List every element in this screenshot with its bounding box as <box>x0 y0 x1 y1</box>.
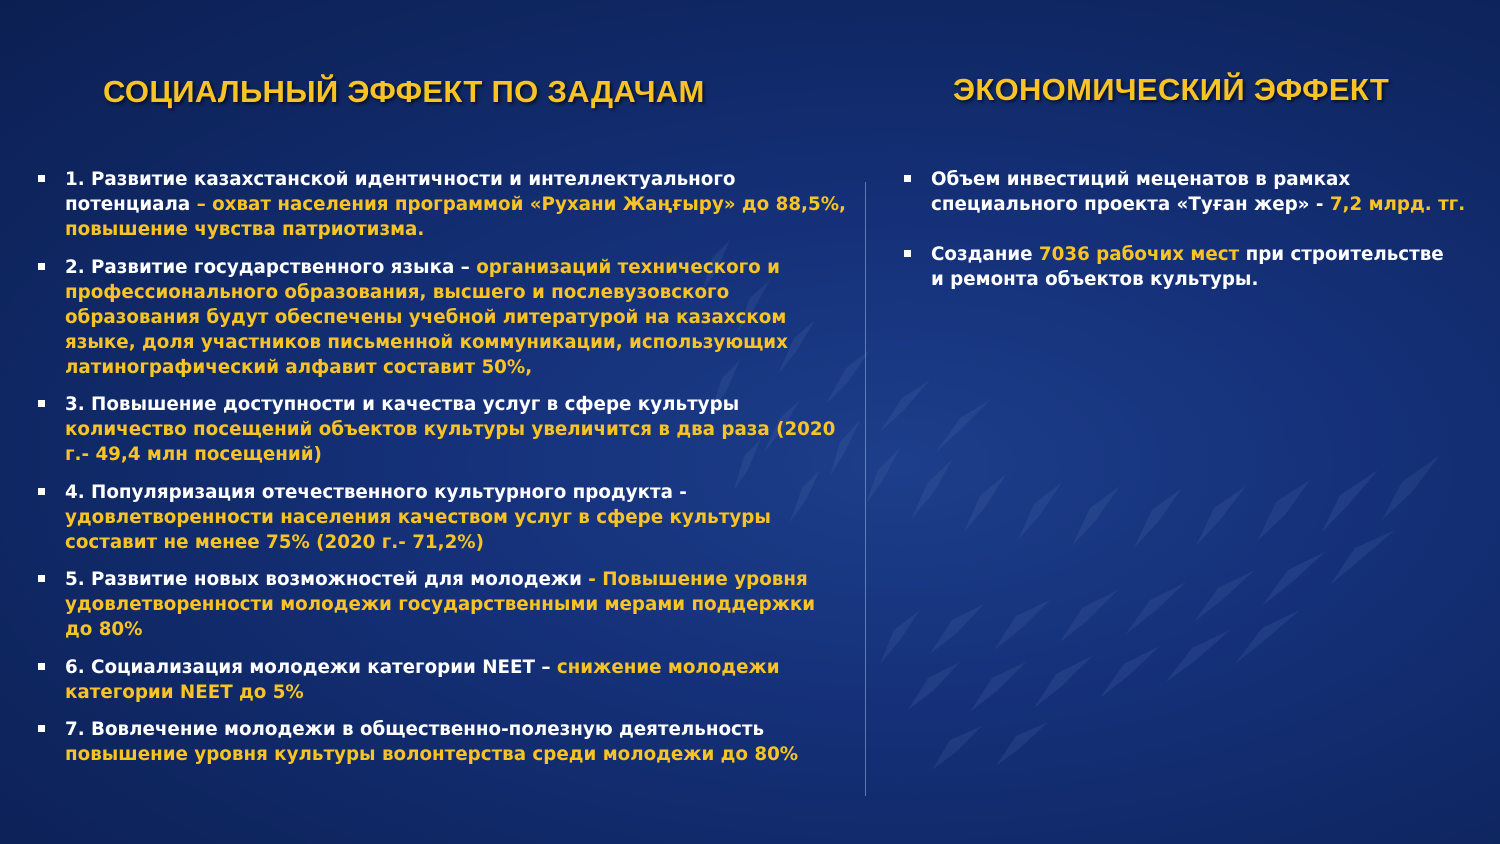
bullet-icon <box>38 575 45 582</box>
bullet-icon <box>38 663 45 670</box>
item-2-line-1-result: организаций технического и <box>476 256 780 278</box>
item-2-line-1-task: 2. Развитие государственного языка – <box>65 256 477 278</box>
bullet-icon <box>904 250 911 257</box>
economic-effect-list <box>904 167 1484 317</box>
column-divider <box>865 182 866 796</box>
item-5-line-1-result: - Повышение уровня <box>588 569 808 590</box>
economic-item-1 <box>904 167 1484 217</box>
item-3-line-3: г.- 49,4 млн посещений) <box>65 444 322 465</box>
item-1-line-2-task: потенциала <box>65 194 191 215</box>
social-item-2 <box>38 255 848 380</box>
econ-2-line-1-tail: при строительстве <box>1239 244 1444 265</box>
social-effect-list <box>38 167 848 780</box>
social-item-5 <box>38 567 848 642</box>
item-2-line-4: языке, доля участников письменной коммуникации, использующих <box>65 331 788 353</box>
social-effect-heading: СОЦИАЛЬНЫЙ ЭФФЕКТ ПО ЗАДАЧАМ <box>103 74 705 109</box>
bullet-icon <box>904 175 911 182</box>
econ-1-line-1: Объем инвестиций меценатов в рамках <box>931 169 1351 190</box>
econ-1-line-2-text: специального проекта «Туған жер» - <box>931 194 1330 215</box>
item-4-line-2: удовлетворенности населения качеством услуг в сфере культуры <box>65 506 771 528</box>
bullet-icon <box>38 725 45 732</box>
social-item-3 <box>38 392 848 467</box>
econ-2-line-2: и ремонта объектов культуры. <box>931 269 1259 290</box>
economic-effect-heading: ЭКОНОМИЧЕСКИЙ ЭФФЕКТ <box>953 72 1390 107</box>
item-4-line-1: 4. Популяризация отечественного культурного продукта - <box>65 481 687 503</box>
social-item-7 <box>38 717 848 767</box>
econ-2-line-1-value: 7036 рабочих мест <box>1038 244 1240 265</box>
item-2-line-5: латинографический алфавит составит 50%, <box>65 356 533 378</box>
bullet-icon <box>38 400 45 407</box>
item-6-line-1-result: снижение молодежи <box>556 656 780 678</box>
item-1-line-2-result: – охват населения программой «Рухани Жаңғыру» до 88,5%, <box>190 194 846 215</box>
item-5-line-1-task: 5. Развитие новых возможностей для молодежи <box>65 569 589 590</box>
item-3-line-1: 3. Повышение доступности и качества услуг в сфере культуры <box>65 394 740 415</box>
econ-1-line-2-value: 7,2 млрд. тг. <box>1329 194 1466 215</box>
item-1-line-1: 1. Развитие казахстанской идентичности и интеллектуального <box>65 169 736 190</box>
bullet-icon <box>38 488 45 495</box>
item-2-line-2: профессионального образования, высшего и послевузовского <box>65 281 730 303</box>
item-2-line-3: образования будут обеспечены учебной литературой на казахском <box>65 306 787 328</box>
item-7-line-2: повышение уровня культуры волонтерства среди молодежи до 80% <box>65 744 799 765</box>
bullet-icon <box>38 175 45 182</box>
item-3-line-2: количество посещений объектов культуры увеличится в два раза (2020 <box>65 419 836 440</box>
item-6-line-2: категории NEET до 5% <box>65 681 304 703</box>
item-5-line-2: удовлетворенности молодежи государственными мерами поддержки <box>65 594 816 615</box>
item-6-line-1-task: 6. Социализация молодежи категории NEET – <box>65 656 557 678</box>
economic-item-2 <box>904 242 1484 292</box>
item-4-line-3: составит не менее 75% (2020 г.- 71,2%) <box>65 531 484 553</box>
social-item-1 <box>38 167 848 242</box>
item-7-line-1: 7. Вовлечение молодежи в общественно-полезную деятельность <box>65 719 764 740</box>
item-5-line-3: до 80% <box>65 619 143 640</box>
social-item-4 <box>38 480 848 555</box>
econ-2-line-1-lead: Создание <box>931 244 1039 265</box>
bullet-icon <box>38 263 45 270</box>
item-1-line-3: повышение чувства патриотизма. <box>65 219 425 240</box>
social-item-6 <box>38 655 848 705</box>
